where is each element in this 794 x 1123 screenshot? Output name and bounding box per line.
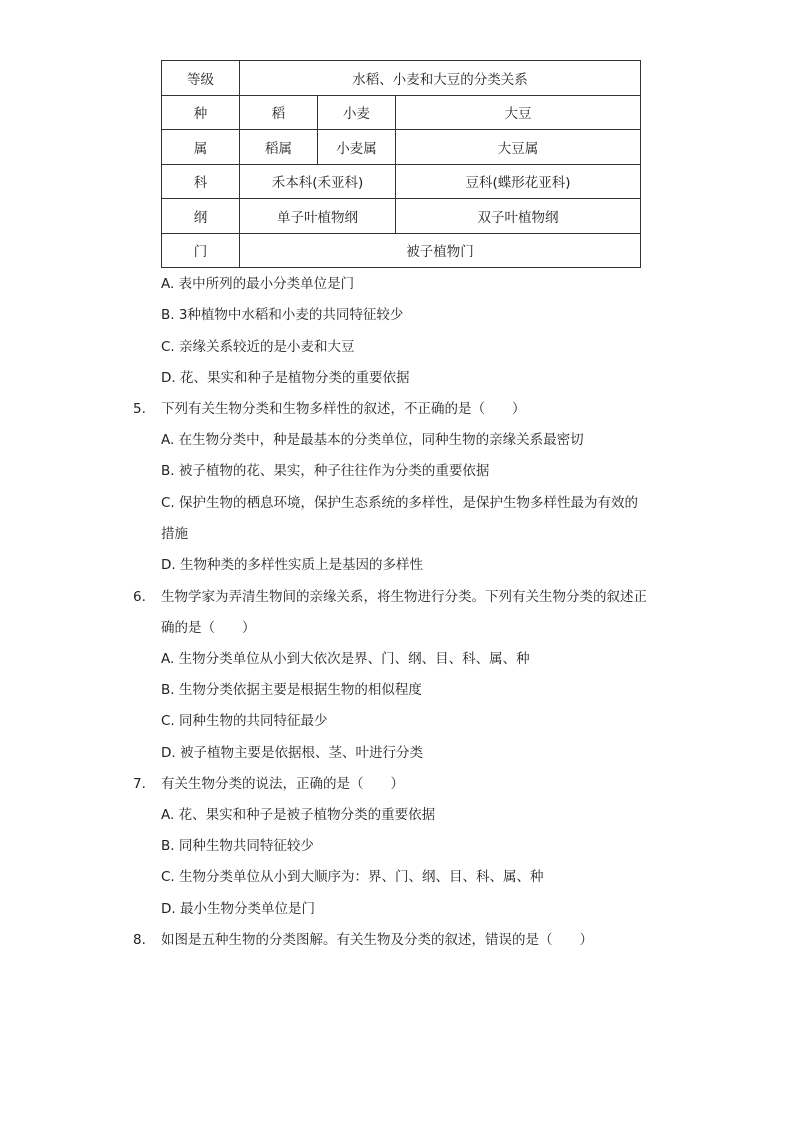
q6-stem-line1: 生物学家为弄清生物间的亲缘关系，将生物进行分类。下列有关生物分类的叙述正	[161, 589, 647, 605]
table-row	[162, 61, 641, 96]
table-row	[162, 95, 641, 130]
table-cell: 小麦属	[318, 130, 396, 165]
q7-option-b: B. 同种生物共同特征较少	[161, 838, 314, 854]
q7-option-c: C. 生物分类单位从小到大顺序为：界、门、纲、目、科、属、种	[161, 869, 544, 885]
table-row	[162, 199, 641, 234]
q7-option-a: A. 花、果实和种子是被子植物分类的重要依据	[161, 807, 436, 823]
q4-option-d: D. 花、果实和种子是植物分类的重要依据	[161, 370, 410, 386]
q8-number: 8.	[133, 932, 146, 948]
q6-option-b: B. 生物分类依据主要是根据生物的相似程度	[161, 682, 422, 698]
q6-option-d: D. 被子植物主要是依据根、茎、叶进行分类	[161, 745, 423, 761]
q5-number: 5.	[133, 401, 146, 417]
q8-stem: 如图是五种生物的分类图解。有关生物及分类的叙述，错误的是（ ）	[161, 932, 593, 948]
q5-option-a: A. 在生物分类中，种是最基本的分类单位，同种生物的亲缘关系最密切	[161, 432, 584, 448]
table-cell: 单子叶植物纲	[240, 199, 396, 234]
table-cell: 水稻、小麦和大豆的分类关系	[240, 61, 641, 96]
classification-table	[161, 60, 641, 268]
q5-option-c-cont: 措施	[161, 526, 188, 542]
q6-option-c: C. 同种生物的共同特征最少	[161, 713, 328, 729]
q5-option-b: B. 被子植物的花、果实，种子往往作为分类的重要依据	[161, 463, 490, 479]
table-cell: 双子叶植物纲	[396, 199, 641, 234]
table-cell: 禾本科(禾亚科)	[240, 164, 396, 199]
table-cell: 门	[162, 233, 240, 268]
q7-number: 7.	[133, 776, 146, 792]
q4-option-a: A. 表中所列的最小分类单位是门	[161, 276, 355, 292]
table-cell: 属	[162, 130, 240, 165]
table-cell: 被子植物门	[240, 233, 641, 268]
q5-stem: 下列有关生物分类和生物多样性的叙述，不正确的是（ ）	[161, 401, 526, 417]
q7-stem: 有关生物分类的说法，正确的是（ ）	[161, 776, 404, 792]
table-cell: 科	[162, 164, 240, 199]
table-cell: 纲	[162, 199, 240, 234]
table-row	[162, 130, 641, 165]
table-cell: 等级	[162, 61, 240, 96]
table-cell: 大豆属	[396, 130, 641, 165]
q6-option-a: A. 生物分类单位从小到大依次是界、门、纲、目、科、属、种	[161, 651, 530, 667]
table-row	[162, 233, 641, 268]
q6-stem-line2: 确的是（ ）	[161, 620, 256, 636]
q4-option-c: C. 亲缘关系较近的是小麦和大豆	[161, 339, 355, 355]
table-cell: 小麦	[318, 95, 396, 130]
table-row	[162, 164, 641, 199]
q6-number: 6.	[133, 589, 146, 605]
q7-option-d: D. 最小生物分类单位是门	[161, 901, 315, 917]
q5-option-d: D. 生物种类的多样性实质上是基因的多样性	[161, 557, 423, 573]
table-cell: 大豆	[396, 95, 641, 130]
table-cell: 豆科(蝶形花亚科)	[396, 164, 641, 199]
q5-option-c: C. 保护生物的栖息环境，保护生态系统的多样性，是保护生物多样性最为有效的	[161, 495, 639, 511]
table-cell: 稻	[240, 95, 318, 130]
table-cell: 稻属	[240, 130, 318, 165]
table-cell: 种	[162, 95, 240, 130]
q4-option-b: B. 3种植物中水稻和小麦的共同特征较少	[161, 307, 404, 323]
